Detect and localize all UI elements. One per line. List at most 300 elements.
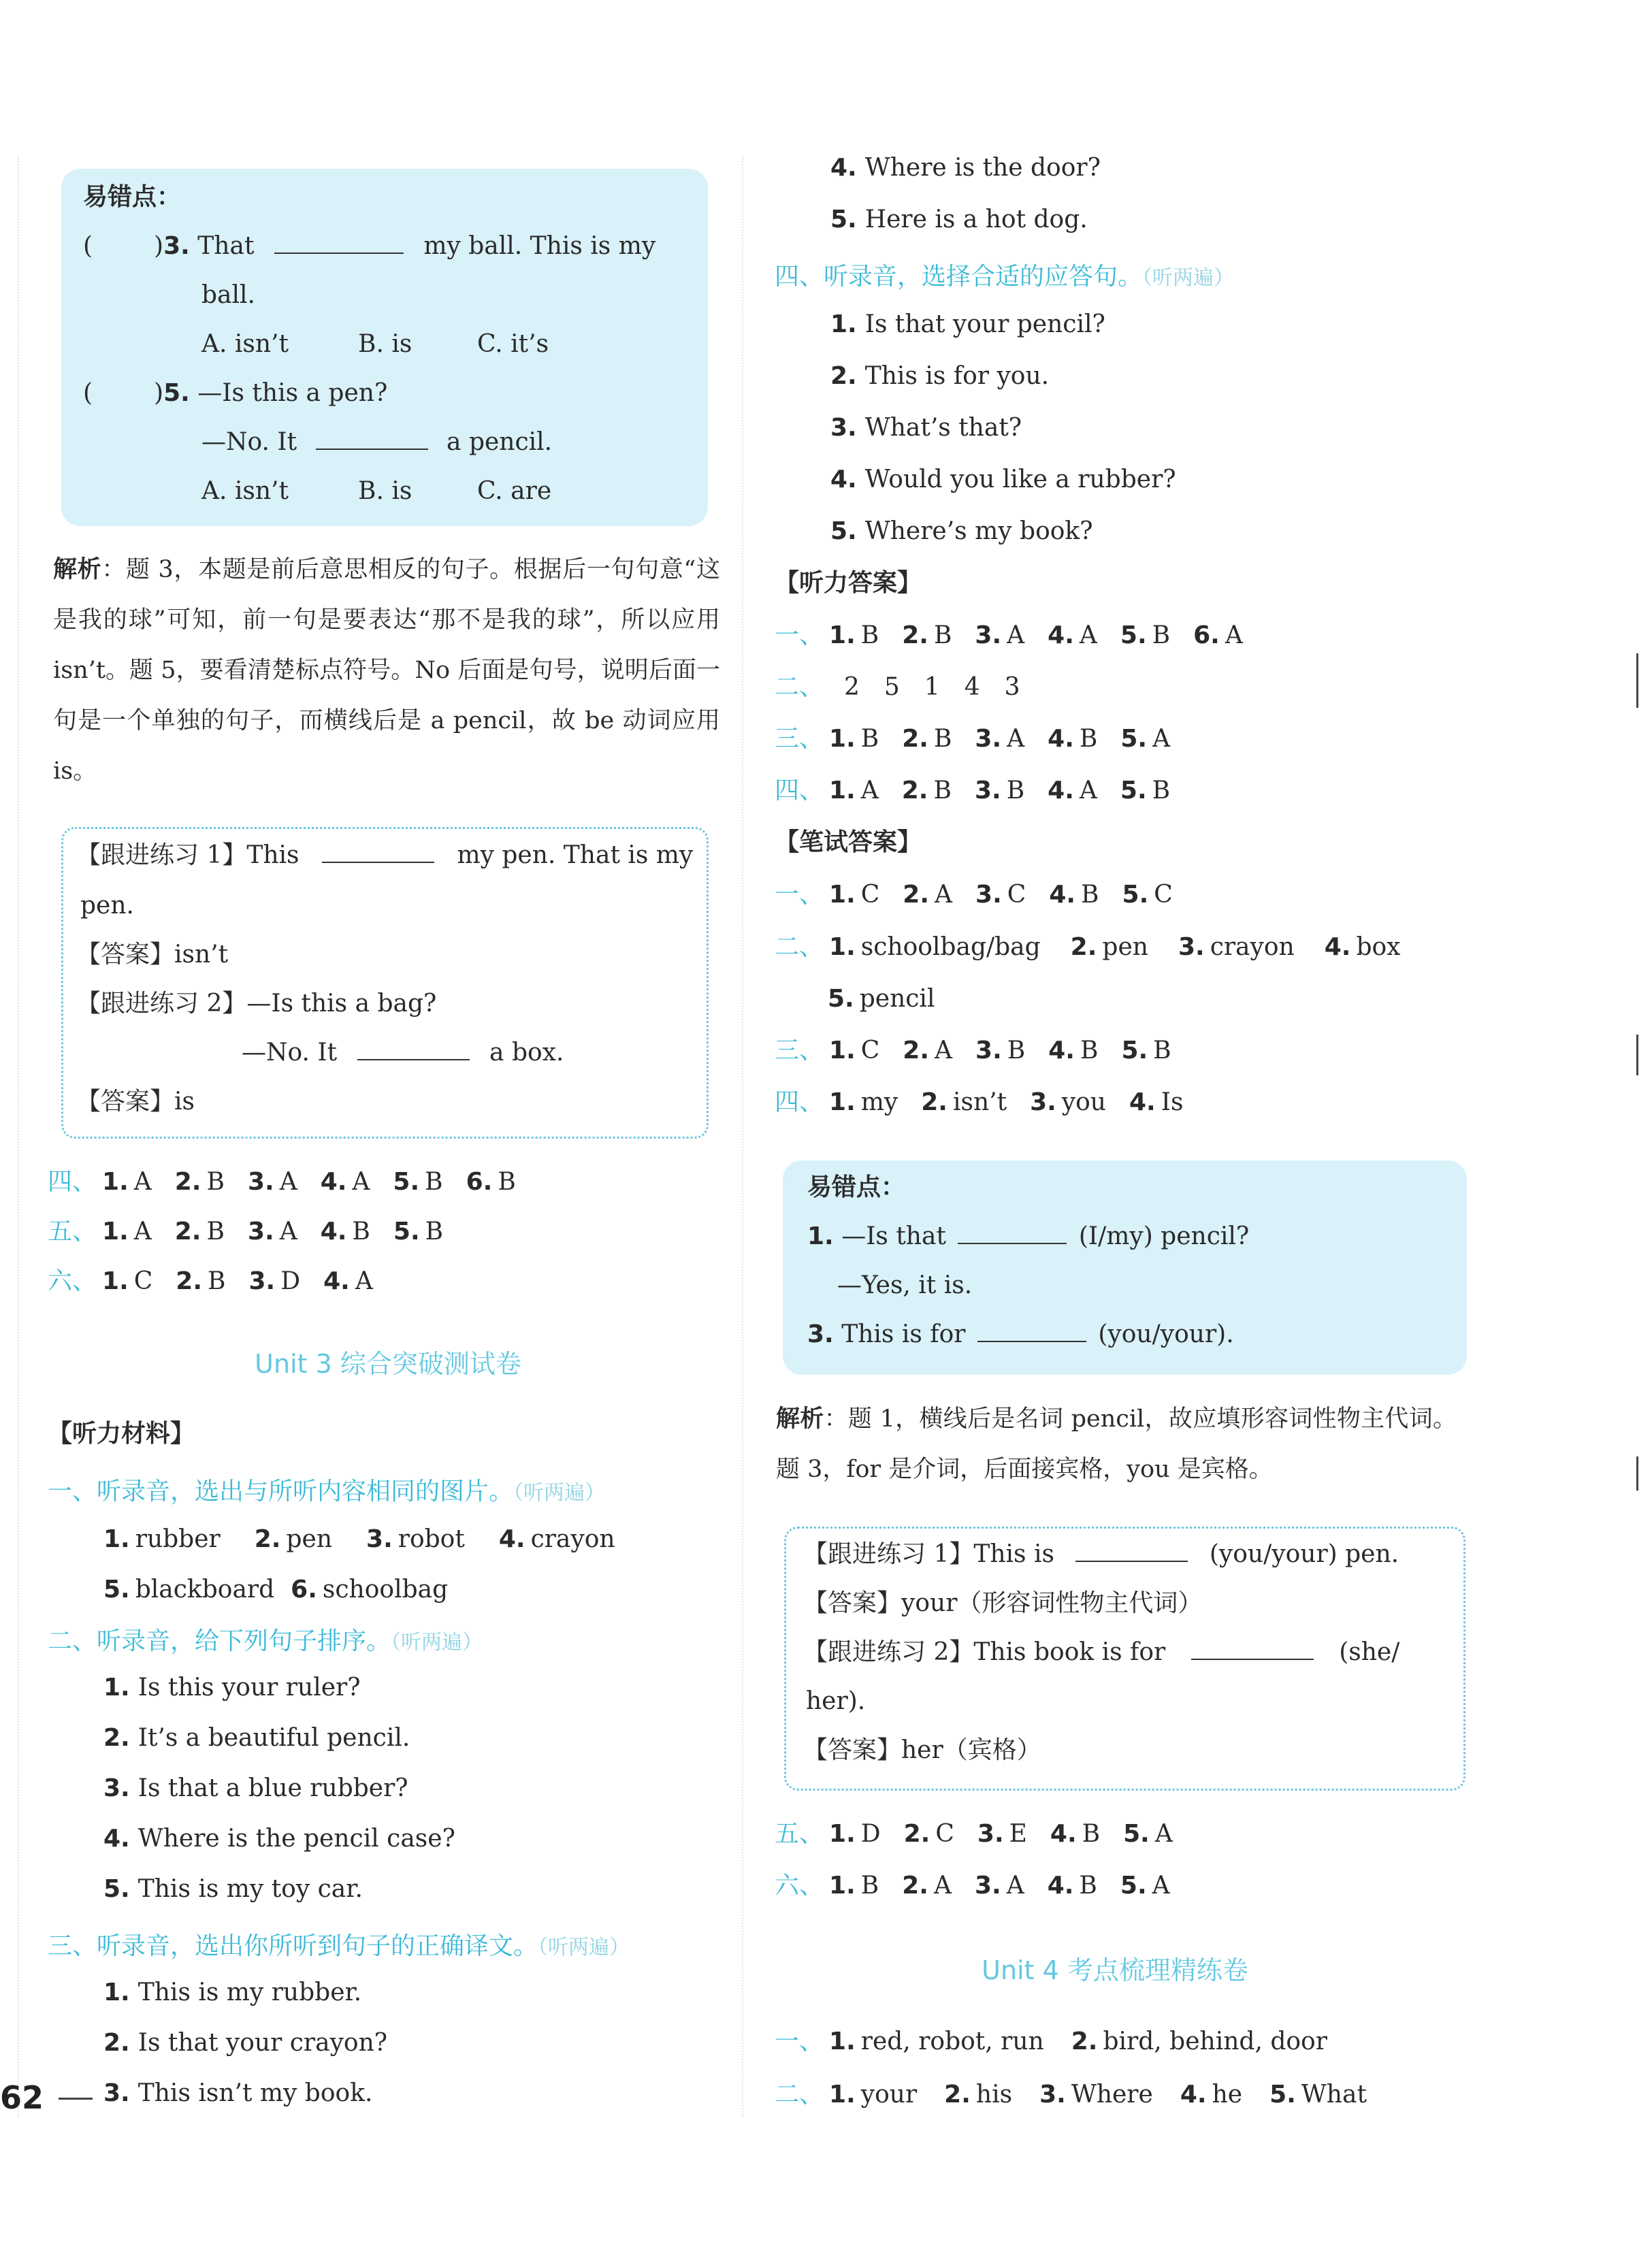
answer-item [828, 984, 935, 1013]
listening-2-heading: 二、听录音，给下列句子排序。（听两遍） [48, 1627, 483, 1655]
unit3-title: Unit 3 综合突破测试卷 [255, 1349, 521, 1379]
list-item [830, 465, 1176, 494]
item-value: C [1007, 881, 1026, 909]
item-number: 4. [498, 1525, 525, 1553]
item-number: 5. [1122, 881, 1149, 909]
item-value: my [860, 1088, 898, 1116]
item-number: 4. [1050, 1820, 1077, 1848]
list-item [103, 1774, 408, 1803]
mistake-title: 易错点： [83, 183, 182, 211]
item-number: 3. [248, 1267, 276, 1295]
answer-item [829, 2027, 1044, 2056]
item-number: 3. [975, 725, 1002, 753]
item-text: Is that your pencil? [864, 310, 1105, 338]
practice-2-2: 【跟进练习 2】This book is for (she/ [803, 1638, 1400, 1666]
item-value: he [1212, 2081, 1243, 2109]
item-number: 1. [102, 1267, 129, 1295]
item-number: 2. [944, 2081, 971, 2109]
answer-item [175, 1217, 225, 1246]
item-number: 4. [103, 1825, 130, 1853]
answer-item [944, 2080, 1012, 2109]
answer-item [1122, 880, 1173, 909]
answer-item [1030, 1088, 1106, 1117]
item-value: A [352, 1168, 370, 1196]
answer-item [102, 1217, 152, 1246]
item-text: What’s that? [864, 414, 1022, 442]
answer-item [829, 1819, 881, 1849]
list-item [830, 517, 1093, 546]
answer-item [1180, 2080, 1242, 2109]
item-value: B [1152, 621, 1171, 649]
mistake-title: 易错点： [807, 1173, 906, 1201]
answer-item [1048, 1871, 1097, 1900]
listening-3-heading: 三、听录音，选出你所听到句子的正确译文。（听两遍） [48, 1932, 630, 1960]
item-value: B [206, 1168, 225, 1196]
item-value: C [935, 1820, 954, 1848]
item-value: B [425, 1218, 444, 1246]
page-number-rule [59, 2098, 93, 2100]
item-value: A [279, 1168, 297, 1196]
list-item [103, 1978, 361, 2007]
answer-blank [977, 1320, 1086, 1342]
item-value: rubber [135, 1525, 221, 1553]
item-number: 5. [393, 1218, 420, 1246]
list-item [103, 1723, 410, 1753]
listening-material-label: 【听力材料】 [48, 1420, 195, 1448]
answer-item [975, 1871, 1024, 1900]
item-number: 1. [102, 1168, 129, 1196]
item-value: B [1006, 777, 1025, 804]
item-number: 5. [103, 1576, 130, 1604]
answer-item [499, 1525, 615, 1554]
list-item [830, 310, 1105, 339]
item-number: 6. [291, 1576, 317, 1604]
item-value: E [1009, 1820, 1027, 1848]
item-number: 2. [902, 1872, 928, 1900]
question-3-options: A. isn’t B. is C. it’s [201, 330, 549, 358]
list-item [103, 2079, 372, 2108]
listening-4-heading: 四、听录音，选择合适的应答句。（听两遍） [775, 263, 1235, 291]
item-number: 2. [174, 1168, 201, 1196]
item-value: pencil [859, 985, 935, 1013]
item-value: B [1153, 1037, 1171, 1064]
answer-item [829, 1036, 879, 1065]
item-value: bird, behind, door [1103, 2028, 1327, 2055]
item-number: 1. [829, 1037, 856, 1064]
item-number: 2. [921, 1088, 948, 1116]
answer-blank [316, 428, 428, 450]
item-number: 4. [1047, 1872, 1074, 1900]
listening-1-row [103, 1525, 649, 1554]
written-answer-row-1: 一、 1. C 2. A 3. C 4. B 5. C [775, 881, 1173, 909]
item-number: 1. [829, 2081, 856, 2109]
item-number: 1. [829, 881, 856, 909]
question-3: ( )3. That my ball. This is my [83, 232, 656, 260]
item-value: D [280, 1267, 301, 1295]
item-value: B [860, 621, 879, 649]
answer-blank [1191, 1638, 1314, 1660]
answer-item [975, 621, 1024, 650]
item-value: B [208, 1267, 226, 1295]
written-answer-row-3: 三、 1. C 2. A 3. B 4. B 5. B [775, 1037, 1171, 1064]
answer-item [176, 1267, 225, 1296]
answer-item [175, 1167, 225, 1197]
item-value: schoolbag/bag [860, 933, 1041, 961]
item-number: 5. [830, 517, 857, 545]
answer-row-4: 四、 1. A 2. B 3. A 4. A 5. B 6. B [48, 1168, 516, 1196]
page-edge-mark [1636, 1035, 1638, 1075]
item-value: B [1081, 881, 1099, 909]
answer-item [1120, 621, 1170, 650]
item-value: A [1079, 777, 1097, 804]
item-value: A [1152, 1872, 1170, 1900]
item-value: box [1356, 933, 1401, 961]
answer-item [1071, 932, 1148, 962]
item-value: B [1079, 1872, 1097, 1900]
answer-item [829, 2080, 917, 2109]
item-text: Where’s my book? [864, 517, 1093, 545]
answer-item [248, 1217, 297, 1246]
item-number: 4. [1324, 933, 1351, 961]
answer-item [829, 776, 879, 805]
list-item [830, 153, 1101, 182]
item-number: 2. [903, 1820, 930, 1848]
item-value: A [133, 1218, 152, 1246]
answer-item [975, 1036, 1025, 1065]
page-edge-mark [1636, 653, 1638, 708]
answer-item [1039, 2080, 1153, 2109]
explanation-2: 解析：题 1，横线后是名词 pencil，故应填形容词性物主代词。题 3，for 是介词，后面接宾格，you 是宾格。 [776, 1405, 1457, 1483]
item-value: B [352, 1218, 370, 1246]
item-number: 3. [975, 1037, 1002, 1064]
answer-item [102, 1167, 152, 1197]
list-item [103, 1874, 363, 1904]
answer-item [829, 932, 1041, 962]
item-value: B [425, 1168, 443, 1196]
item-text: Where is the door? [864, 154, 1101, 182]
item-text: Is this your ruler? [137, 1674, 361, 1702]
item-number: 5. [1269, 2081, 1296, 2109]
item-value: B [933, 621, 952, 649]
page-number: 62 [0, 2079, 44, 2116]
item-number: 4. [830, 466, 857, 493]
item-value: C [860, 881, 880, 909]
item-text: Is that your crayon? [137, 2029, 388, 2057]
item-number: 3. [830, 414, 857, 442]
answer-row-5: 五、 1. A 2. B 3. A 4. B 5. B [48, 1218, 444, 1246]
item-value: B [1152, 777, 1171, 804]
item-number: 2. [1070, 933, 1097, 961]
answer-item [921, 1088, 1007, 1117]
answer-item [1129, 1088, 1183, 1117]
answer-item [829, 724, 879, 753]
answer-item [902, 724, 952, 753]
answer-item [975, 724, 1024, 753]
item-value: A [1007, 621, 1025, 649]
item-number: 2. [103, 2029, 130, 2057]
item-value: schoolbag [322, 1576, 449, 1604]
listening-answer-row-4: 四、 1. A 2. B 3. B 4. A 5. B [775, 777, 1171, 804]
list-item [103, 2028, 387, 2057]
item-number: 4. [1048, 1037, 1075, 1064]
item-number: 3. [975, 881, 1002, 909]
item-value: A [1152, 725, 1171, 753]
written-answer-row-4: 四、 1. my 2. isn’t 3. you 4. Is [775, 1088, 1184, 1116]
item-number: 3. [974, 1872, 1001, 1900]
item-number: 3. [977, 1820, 1004, 1848]
answer-item [103, 1575, 274, 1604]
item-number: 1. [103, 1525, 130, 1553]
item-number: 1. [829, 777, 856, 804]
item-number: 5. [1120, 777, 1147, 804]
answer-item [1193, 621, 1243, 650]
item-number: 2. [903, 1037, 930, 1064]
item-number: 1. [830, 310, 857, 338]
answer-item [1050, 1819, 1100, 1849]
answer-item [1048, 621, 1097, 650]
item-number: 3. [103, 1774, 130, 1802]
item-number: 4. [1048, 777, 1074, 804]
listening-answer-row-3: 三、 1. B 2. B 3. A 4. B 5. A [775, 725, 1171, 753]
item-number: 2. [902, 621, 928, 649]
answer-item [1121, 1036, 1171, 1065]
answer-item [902, 776, 952, 805]
item-value: C [860, 1037, 880, 1064]
answer-item [366, 1525, 465, 1554]
item-number: 2. [902, 725, 928, 753]
item-number: 2. [103, 1724, 130, 1752]
item-number: 5. [1123, 1820, 1150, 1848]
item-text: Where is the pencil case? [137, 1825, 455, 1853]
item-number: 2. [901, 777, 928, 804]
answer-item [1269, 2080, 1367, 2109]
item-value: A [935, 881, 953, 909]
item-number: 2. [176, 1267, 203, 1295]
page-edge-mark [1636, 1456, 1638, 1491]
answer-item [975, 776, 1024, 805]
answer-blank [1075, 1540, 1188, 1562]
listening-answer-row-2: 二、 2 5 1 4 3 [775, 673, 1020, 701]
item-value: A [933, 1872, 952, 1900]
item-number: 3. [247, 1218, 274, 1246]
item-number: 1. [829, 621, 856, 649]
answer-item [103, 1525, 221, 1554]
item-number: 3. [1030, 1088, 1056, 1116]
list-item [103, 1673, 361, 1702]
item-number: 3. [103, 2079, 130, 2107]
answer-item [829, 1088, 898, 1117]
item-value: A [133, 1168, 152, 1196]
item-value: A [279, 1218, 297, 1246]
item-value: C [133, 1267, 153, 1295]
answer-item [323, 1267, 373, 1296]
item-number: 4. [1129, 1088, 1156, 1116]
item-number: 5. [393, 1168, 420, 1196]
item-value: A [935, 1037, 953, 1064]
item-value: B [860, 725, 879, 753]
item-number: 1. [103, 1979, 130, 2006]
item-number: 1. [102, 1218, 129, 1246]
item-value: isn’t [952, 1088, 1007, 1116]
practice-2-1-answer: 【答案】your（形容词性物主代词） [803, 1589, 1203, 1617]
item-number: 3. [975, 621, 1002, 649]
answer-item [321, 1217, 370, 1246]
item-value: What [1301, 2081, 1367, 2109]
item-number: 4. [1049, 881, 1076, 909]
item-number: 1. [829, 1088, 856, 1116]
answer-row-6: 六、 1. B 2. A 3. A 4. B 5. A [775, 1872, 1170, 1900]
item-value: C [1154, 881, 1173, 909]
answer-item [393, 1167, 442, 1197]
written-answer-row-2-cont [828, 984, 958, 1013]
item-number: 5. [1120, 1872, 1147, 1900]
item-number: 1. [829, 933, 856, 961]
answer-item [903, 1036, 952, 1065]
item-number: 4. [320, 1218, 347, 1246]
answer-item [1048, 724, 1097, 753]
answer-item [829, 621, 879, 650]
item-number: 1. [103, 1674, 130, 1702]
answer-item [903, 880, 952, 909]
item-value: blackboard [135, 1576, 275, 1604]
item-number: 6. [1193, 621, 1220, 649]
practice-2-answer: 【答案】is [76, 1088, 195, 1116]
list-item [830, 205, 1088, 234]
answer-item [902, 621, 952, 650]
item-number: 4. [830, 154, 857, 182]
answer-item [1123, 1819, 1173, 1849]
answer-item [1071, 2027, 1327, 2056]
listening-1-heading: 一、听录音，选出与所听内容相同的图片。（听两遍） [48, 1478, 606, 1506]
item-value: pen [1102, 933, 1148, 961]
item-number: 4. [1180, 2081, 1207, 2109]
question-5: ( )5. —Is this a pen? [83, 379, 388, 407]
item-number: 2. [254, 1525, 281, 1553]
item-value: Is [1161, 1088, 1184, 1116]
item-text: Here is a hot dog. [864, 206, 1088, 233]
unit4-answer-row-1: 一、 1. red, robot, run 2. bird, behind, door [775, 2028, 1327, 2055]
item-text: This is my rubber. [137, 1979, 362, 2006]
item-value: A [355, 1267, 373, 1295]
answer-item [902, 1871, 952, 1900]
item-value: A [1079, 621, 1097, 649]
listening-answer-row-1: 一、 1. B 2. B 3. A 4. A 5. B 6. A [775, 621, 1243, 649]
item-value: D [860, 1820, 881, 1848]
mistake-question-1: 1. —Is that (I/my) pencil? [807, 1222, 1250, 1250]
item-value: A [1007, 725, 1025, 753]
answer-item [1120, 724, 1170, 753]
mistake-question-3: 3. This is for (you/your). [807, 1320, 1234, 1348]
item-number: 1. [829, 1872, 856, 1900]
answer-item [1325, 932, 1401, 962]
item-value: crayon [1210, 933, 1295, 961]
unit4-title: Unit 4 考点梳理精练卷 [982, 1955, 1248, 1985]
item-number: 3. [1039, 2081, 1066, 2109]
item-text: Is that a blue rubber? [137, 1774, 408, 1802]
answer-row-6: 六、 1. C 2. B 3. D 4. A [48, 1267, 373, 1295]
item-number: 5. [828, 985, 854, 1013]
item-value: pen [286, 1525, 333, 1553]
answer-item [321, 1167, 370, 1197]
answer-item [829, 1871, 879, 1900]
item-number: 2. [903, 881, 930, 909]
answer-item [829, 880, 879, 909]
item-value: A [1006, 1872, 1024, 1900]
practice-1: 【跟进练习 1】This my pen. That is my [76, 841, 694, 869]
practice-2-1: 【跟进练习 1】This is (you/your) pen. [803, 1540, 1399, 1568]
item-number: 6. [466, 1168, 493, 1196]
item-number: 4. [320, 1168, 347, 1196]
answer-item [1178, 932, 1295, 962]
item-text: It’s a beautiful pencil. [137, 1724, 410, 1752]
item-number: 5. [103, 1875, 130, 1903]
answer-item [248, 1167, 297, 1197]
item-number: 3. [247, 1168, 274, 1196]
answer-item [1120, 1871, 1170, 1900]
written-answers-label: 【笔试答案】 [775, 828, 922, 856]
answer-item [1049, 880, 1099, 909]
item-text: This is for you. [864, 362, 1050, 390]
listening-1-row [103, 1575, 464, 1604]
answer-item [466, 1167, 516, 1197]
item-value: B [860, 1872, 879, 1900]
column-divider [742, 157, 743, 2117]
list-item [830, 361, 1049, 391]
answer-blank [274, 232, 404, 254]
item-number: 1. [829, 1820, 856, 1848]
item-text: This isn’t my book. [137, 2079, 373, 2107]
listening-answers-label: 【听力答案】 [775, 569, 922, 597]
item-value: red, robot, run [860, 2028, 1044, 2055]
answer-item [291, 1575, 448, 1604]
item-number: 4. [1048, 621, 1074, 649]
answer-blank [322, 841, 434, 863]
answer-item [1048, 1036, 1098, 1065]
item-number: 3. [974, 777, 1001, 804]
answer-item [1048, 776, 1097, 805]
item-number: 5. [830, 206, 857, 233]
item-number: 3. [1178, 933, 1205, 961]
explanation-1: 解析：题 3，本题是前后意思相反的句子。根据后一句句意“这是我的球”可知，前一句是要表达“那不是我的球”，所以应用 isn’t。题 5，要看清楚标点符号。No 后面是句号，说明后面一句是一个单独的句子，而横线后是 a pencil，故 be 动词应用 is。 [53, 556, 720, 785]
item-value: B [1080, 1037, 1099, 1064]
item-value: Where [1071, 2081, 1153, 2109]
answer-blank [958, 1222, 1067, 1244]
item-number: 1. [829, 725, 856, 753]
answer-item [255, 1525, 332, 1554]
item-number: 1. [829, 2028, 856, 2055]
item-number: 3. [366, 1525, 393, 1553]
item-value: B [933, 725, 952, 753]
item-number: 2. [830, 362, 857, 390]
question-5-options: A. isn’t B. is C. are [201, 477, 552, 505]
item-value: you [1061, 1088, 1106, 1116]
item-value: B [933, 777, 952, 804]
item-value: B [1007, 1037, 1026, 1064]
item-value: crayon [530, 1525, 615, 1553]
item-number: 4. [1048, 725, 1074, 753]
answer-item [975, 880, 1026, 909]
answer-item [393, 1217, 443, 1246]
answer-item [1120, 776, 1170, 805]
answer-item [977, 1819, 1027, 1849]
item-value: A [860, 777, 879, 804]
item-number: 2. [174, 1218, 201, 1246]
item-value: your [860, 2081, 918, 2109]
item-value: A [1154, 1820, 1173, 1848]
item-number: 4. [323, 1267, 350, 1295]
answer-item [249, 1267, 301, 1296]
written-answer-row-2: 二、 1. schoolbag/bag 2. pen 3. crayon 4. box [775, 933, 1401, 961]
